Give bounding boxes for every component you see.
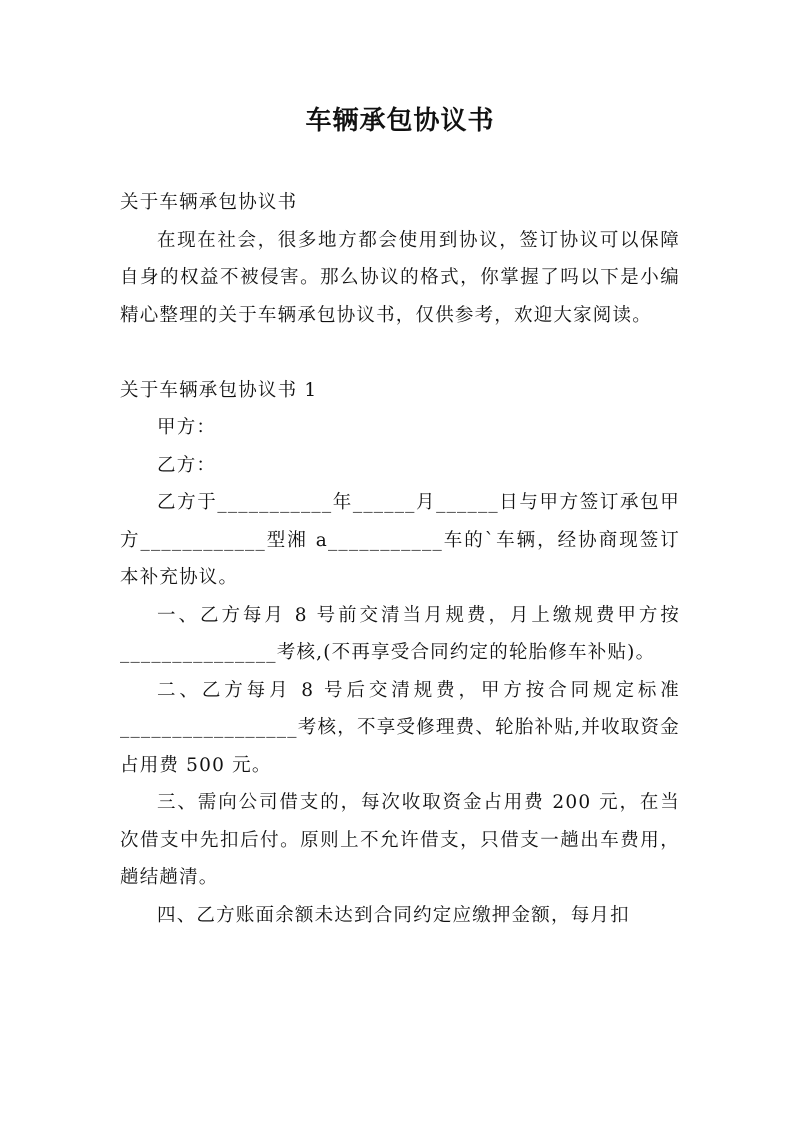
agreement-heading: 关于车辆承包协议书 1 <box>120 379 318 401</box>
clause-2: 二、乙方每月 8 号后交清规费，甲方按合同规定标准_________________考核，不享受修理费、轮胎补贴,并收取资金占用费 500 元。 <box>120 679 680 776</box>
document-body <box>120 184 680 934</box>
party-a-line: 甲方： <box>157 417 217 438</box>
document-title: 车辆承包协议书 <box>305 106 495 136</box>
party-b-line: 乙方： <box>157 454 217 476</box>
blank-line <box>120 334 680 372</box>
clause-1: 一、乙方每月 8 号前交清当月规费，月上缴规费甲方按_______________考核,(不再享受合同约定的轮胎修车补贴)。 <box>120 604 680 663</box>
preamble-paragraph: 乙方于___________年______月______日与甲方签订承包甲方____________型湘 a___________车的`车辆，经协商现签订本补充协议。 <box>120 492 680 588</box>
clause-4: 四、乙方账面余额未达到合同约定应缴押金额，每月扣 <box>157 904 630 926</box>
clause-3: 三、需向公司借支的，每次收取资金占用费 200 元，在当次借支中先扣后付。原则上不允许借支，只借支一趟出车费用，趟结趟清。 <box>120 792 680 888</box>
section-heading: 关于车辆承包协议书 <box>120 192 298 213</box>
intro-paragraph: 在现在社会，很多地方都会使用到协议，签订协议可以保障自身的权益不被侵害。那么协议的格式，你掌握了吗以下是小编精心整理的关于车辆承包协议书，仅供参考，欢迎大家阅读。 <box>120 229 680 326</box>
